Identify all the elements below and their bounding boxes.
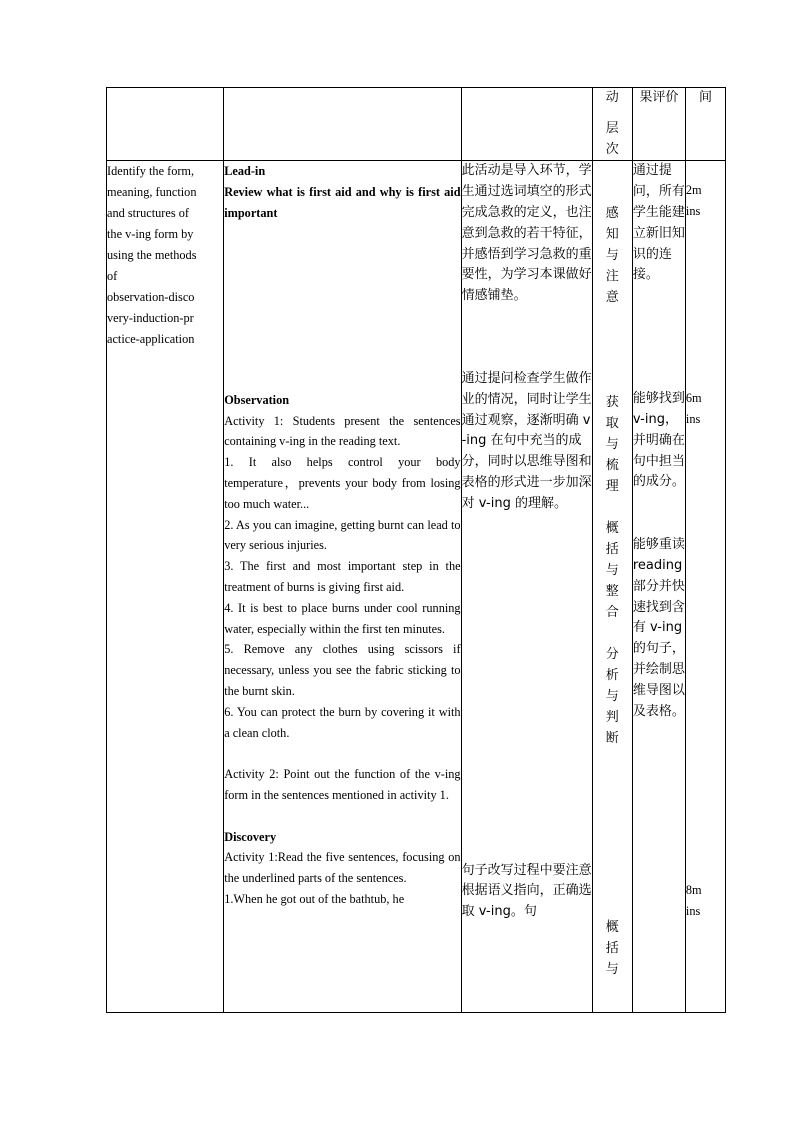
- level-char: 意: [605, 290, 619, 306]
- level-cell: [592, 161, 632, 1013]
- level-char: 理: [605, 479, 619, 495]
- header-level-line: 次: [605, 141, 619, 157]
- header-level-line: 动: [605, 90, 619, 105]
- example-sentence: 2. As you can imagine, getting burnt can lead to very serious injuries.: [224, 517, 461, 553]
- level-char: 与: [605, 437, 619, 453]
- level-char: 断: [605, 731, 619, 747]
- level-char: 知: [605, 227, 619, 243]
- content-row: [107, 161, 726, 1013]
- header-evaluation-line: 果评价: [639, 90, 679, 105]
- intent-paragraph: 此活动是导入环节，学生通过选词填空的形式完成急救的定义，也注意到急救的若干特征，并感悟到学习急救的重要性，为学习本课做好情感铺垫。: [461, 163, 592, 304]
- discovery-sentence: 1.When he got out of the bathtub, he: [224, 891, 405, 906]
- level-char: 分: [605, 647, 619, 663]
- level-char: 概: [605, 920, 619, 936]
- level-char: 与: [605, 248, 619, 264]
- level-char: 析: [605, 668, 619, 684]
- time-value: ins: [685, 412, 701, 427]
- header-cell-intent: [461, 88, 592, 161]
- discovery-title: Discovery: [224, 829, 277, 844]
- level-char: 判: [605, 710, 619, 726]
- header-cell-time: [685, 88, 725, 161]
- level-char: 括: [605, 542, 619, 558]
- example-sentence: 4. It is best to place burns under cool running water, especially within the first ten minutes.: [224, 600, 461, 636]
- example-sentence: 5. Remove any clothes using scissors if necessary, unless you see the fabric sticking to the burnt skin.: [224, 642, 461, 698]
- evaluation-paragraph: 通过提问，所有学生能建立新旧知识的连接。: [632, 163, 685, 283]
- time-value: 2m: [685, 183, 702, 198]
- time-value: ins: [685, 904, 701, 919]
- level-char: 梳: [605, 458, 619, 474]
- evaluation-paragraph: 能够找到 v-ing，并明确在句中担当的成分。: [632, 391, 685, 490]
- header-cell-level: [592, 88, 632, 161]
- time-cell: [685, 161, 725, 1013]
- example-sentence: 3. The first and most important step in the treatment of burns is giving first aid.: [224, 559, 461, 594]
- objective-cell: [107, 161, 224, 1013]
- level-char: 获: [605, 395, 619, 411]
- intent-paragraph: 通过提问检查学生做作业的情况，同时让学生通过观察，逐渐明确 v-ing 在句中充当的成分，同时以思维导图和表格的形式进一步加深对 v-ing 的理解。: [461, 370, 592, 511]
- objective-line: Identify the form,: [107, 164, 195, 179]
- evaluation-cell: [632, 161, 685, 1013]
- header-row: [107, 88, 726, 161]
- intent-cell: [461, 161, 592, 1013]
- process-cell: [224, 161, 461, 1013]
- header-cell-evaluation: [632, 88, 685, 161]
- activity1-intro: Activity 1: Students present the sentences containing v-ing in the reading text.: [224, 413, 461, 449]
- objective-line: meaning, function: [107, 185, 197, 200]
- level-char: 与: [605, 689, 619, 705]
- time-value: ins: [685, 204, 701, 219]
- objective-line: very-induction-pr: [107, 311, 194, 326]
- example-sentence: 6. You can protect the burn by covering it with a clean cloth.: [224, 704, 461, 740]
- lead-in-subtitle: Review what is first aid and why is first aid important: [224, 185, 461, 220]
- time-value: 8m: [685, 883, 702, 898]
- evaluation-paragraph: 能够重读 reading 部分并快速找到含有 v-ing 的句子，并绘制思维导图以及表格。: [632, 537, 685, 719]
- lead-in-title: Lead-in: [224, 164, 266, 179]
- intent-paragraph: 句子改写过程中要注意根据语义指向，正确选取 v-ing。句: [461, 862, 592, 920]
- observation-title: Observation: [224, 392, 290, 407]
- time-value: 6m: [685, 391, 702, 406]
- header-cell-process: [224, 88, 461, 161]
- level-char: 与: [605, 962, 619, 978]
- level-char: 合: [605, 605, 619, 621]
- objective-line: using the methods: [107, 248, 197, 263]
- discovery-activity: Activity 1:Read the five sentences, focusing on the underlined parts of the sentences.: [224, 850, 461, 886]
- level-char: 注: [605, 269, 619, 285]
- header-time-line: 间: [698, 90, 712, 105]
- level-char: 感: [605, 206, 619, 222]
- level-char: 与: [605, 563, 619, 579]
- lesson-plan-table: [106, 87, 726, 1013]
- level-char: 整: [605, 584, 619, 600]
- objective-line: actice-application: [107, 332, 195, 347]
- level-char: 概: [605, 521, 619, 537]
- objective-line: of: [107, 269, 118, 284]
- level-char: 取: [605, 416, 619, 432]
- header-level-line: 层: [605, 120, 619, 136]
- objective-line: and structures of: [107, 206, 189, 221]
- example-sentence: 1. It also helps control your body temperature，prevents your body from losing too much water...: [224, 455, 461, 511]
- objective-line: the v-ing form by: [107, 227, 194, 242]
- objective-line: observation-disco: [107, 290, 195, 305]
- activity2-text: Activity 2: Point out the function of the v-ing form in the sentences mentioned in activity 1.: [224, 767, 461, 802]
- header-cell-objective: [107, 88, 224, 161]
- level-char: 括: [605, 941, 619, 957]
